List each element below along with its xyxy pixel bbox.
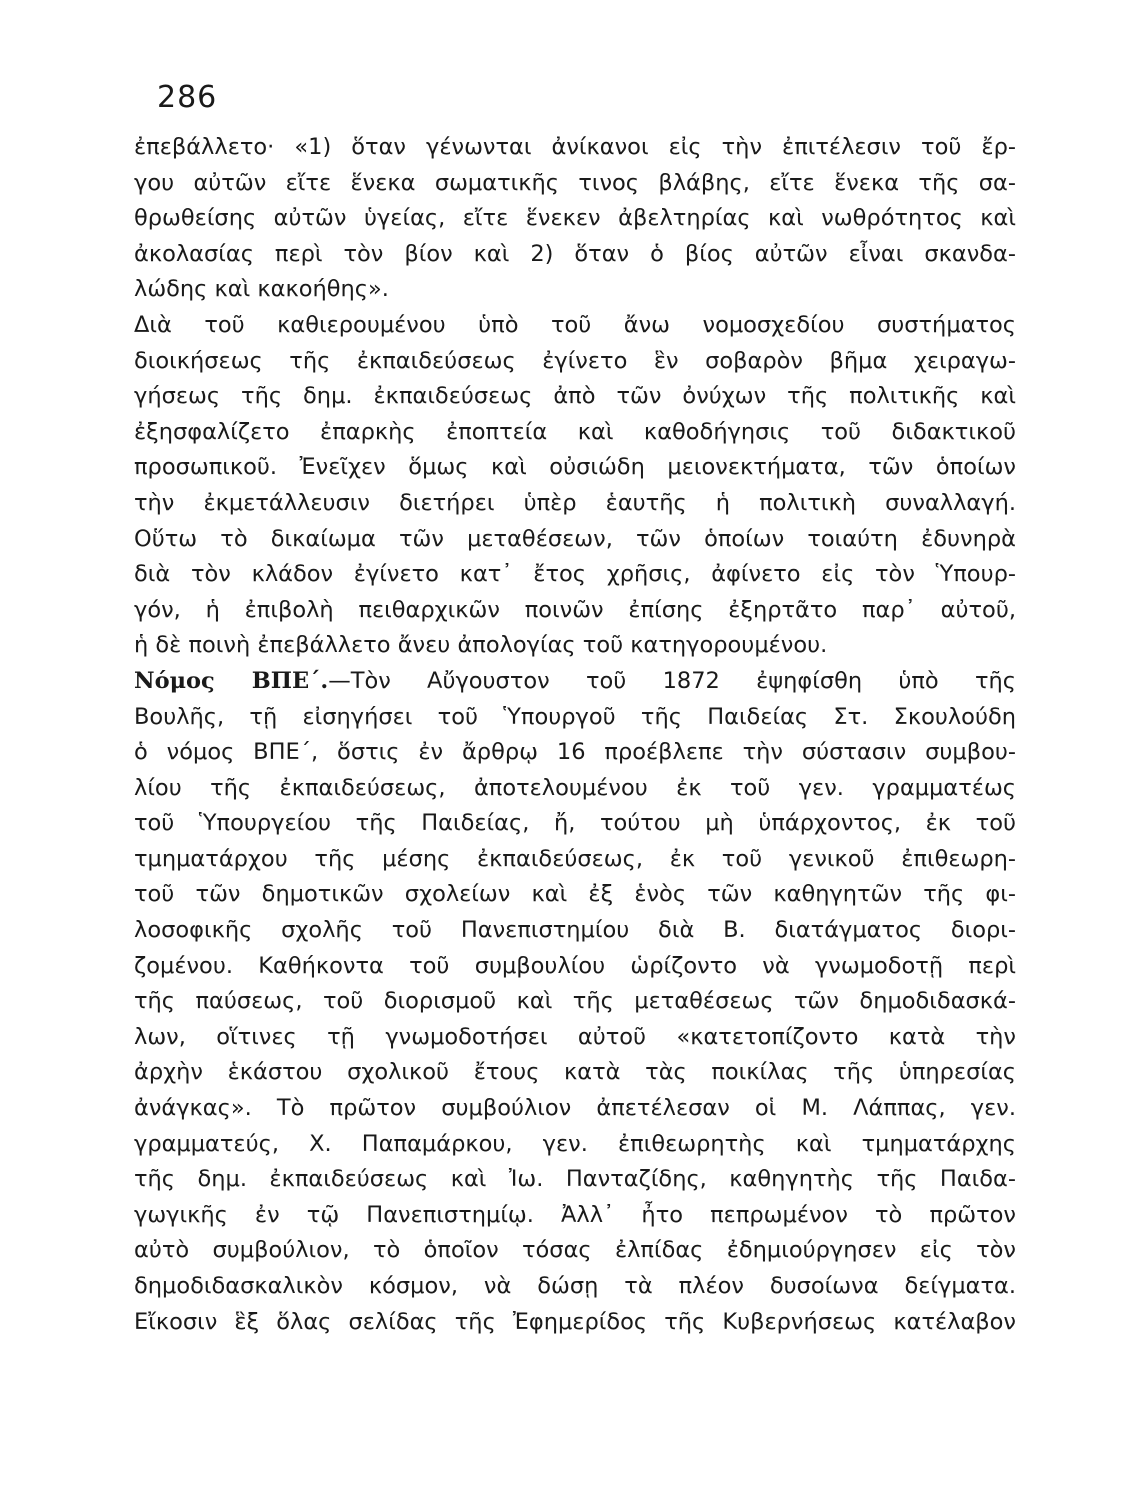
text-line [134,201,1016,237]
line-text: τοῦ τῶν δημοτικῶν σχολείων καὶ ἐξ ἑνὸς τῶν καθηγητῶν τῆς φι- [134,881,1016,908]
text-line [134,1162,1016,1198]
text-line [134,984,1016,1020]
text-line [134,379,1016,415]
text-line [134,842,1016,878]
text-line [134,130,1016,166]
text-line [134,522,1016,558]
text-line [134,1233,1016,1269]
text-line [134,913,1016,949]
line-text: λίου τῆς ἐκπαιδεύσεως, ἀποτελουμένου ἐκ τοῦ γεν. γραμματέως [134,774,1016,801]
line-text: Βουλῆς, τῇ εἰσηγήσει τοῦ Ὑπουργοῦ τῆς Παιδείας Στ. Σκουλούδη [134,703,1016,730]
line-text: ἀρχὴν ἑκάστου σχολικοῦ ἔτους κατὰ τὰς ποικίλας τῆς ὑπηρεσίας [134,1059,1016,1086]
line-text: γόν, ἡ ἐπιβολὴ πειθαρχικῶν ποινῶν ἐπίσης ἐξηρτᾶτο παρ᾿ αὐτοῦ, [134,596,1016,623]
text-line [134,628,1016,664]
text-line [134,664,1016,700]
text-line [134,1020,1016,1056]
line-text: ὁ νόμος ΒΠΕ΄, ὅστις ἐν ἄρθρῳ 16 προέβλεπε τὴν σύστασιν συμβου- [134,739,1016,766]
text-line [134,308,1016,344]
text-line [134,486,1016,522]
line-text: αὐτὸ συμβούλιον, τὸ ὁποῖον τόσας ἐλπίδας ἐδημιούργησεν εἰς τὸν [134,1237,1016,1264]
line-text: διοικήσεως τῆς ἐκπαιδεύσεως ἐγίνετο ἓν σοβαρὸν βῆμα χειραγω- [134,347,1016,374]
line-text: λώδης καὶ κακοήθης». [134,276,389,303]
line-text: ἐπεβάλλετο· «1) ὅταν γένωνται ἀνίκανοι εἰς τὴν ἐπιτέλεσιν τοῦ ἔρ- [134,134,1016,160]
text-line [134,237,1016,273]
text-line [134,949,1016,985]
line-text: θρωθείσης αὐτῶν ὑγείας, εἴτε ἕνεκεν ἀβελτηρίας καὶ νωθρότητος καὶ [134,205,1016,232]
line-text: ἀνάγκας». Τὸ πρῶτον συμβούλιον ἀπετέλεσαν οἱ Μ. Λάππας, γεν. [134,1095,1016,1122]
text-line [134,735,1016,771]
line-text: προσωπικοῦ. Ἐνεῖχεν ὅμως καὶ οὐσιώδη μειονεκτήματα, τῶν ὁποίων [134,454,1016,481]
line-text: Οὕτω τὸ δικαίωμα τῶν μεταθέσεων, τῶν ὁποίων τοιαύτη ἐδυνηρὰ [134,525,1016,552]
line-text: Εἴκοσιν ἓξ ὅλας σελίδας τῆς Ἐφημερίδος τῆς Κυβερνήσεως κατέλαβον [134,1308,1016,1335]
text-line [134,1055,1016,1091]
text-line [134,344,1016,380]
line-text: ἐξησφαλίζετο ἐπαρκὴς ἐποπτεία καὶ καθοδήγησις τοῦ διδακτικοῦ [134,418,1016,445]
text-line [134,771,1016,807]
text-line [134,1305,1016,1341]
line-text: διὰ τὸν κλάδον ἐγίνετο κατ᾿ ἔτος χρῆσις, ἀφίνετο εἰς τὸν Ὑπουρ- [134,561,1016,588]
page-number: 286 [157,80,218,115]
text-line [134,1091,1016,1127]
text-line [134,557,1016,593]
line-text: ἀκολασίας περὶ τὸν βίον καὶ 2) ὅταν ὁ βίος αὐτῶν εἶναι σκανδα- [134,240,1016,267]
line-text: ἡ δὲ ποινὴ ἐπεβάλλετο ἄνευ ἀπολογίας τοῦ κατηγορουμένου. [134,632,828,659]
line-text: τὴν ἐκμετάλλευσιν διετήρει ὑπὲρ ἑαυτῆς ἡ πολιτικὴ συναλλαγή. [134,489,1016,516]
line-text: τμηματάρχου τῆς μέσης ἐκπαιδεύσεως, ἐκ τοῦ γενικοῦ ἐπιθεωρη- [134,845,1016,872]
text-line [134,415,1016,451]
line-text: —Τὸν Αὔγουστον τοῦ 1872 ἐψηφίσθη ὑπὸ τῆς [328,667,1016,694]
text-line [134,166,1016,202]
line-text: τῆς παύσεως, τοῦ διορισμοῦ καὶ τῆς μεταθέσεως τῶν δημοδιδασκά- [134,988,1016,1015]
text-line [134,593,1016,629]
line-text: τοῦ Ὑπουργείου τῆς Παιδείας, ἤ, τούτου μὴ ὑπάρχοντος, ἐκ τοῦ [134,810,1016,837]
text-line [134,806,1016,842]
text-line [134,272,1016,308]
text-line [134,1198,1016,1234]
section-heading: Νόμος ΒΠΕ΄. [134,667,329,694]
line-text: Διὰ τοῦ καθιερουμένου ὑπὸ τοῦ ἄνω νομοσχεδίου συστήματος [134,311,1016,338]
text-line [134,450,1016,486]
text-line [134,877,1016,913]
line-text: λων, οἵτινες τῇ γνωμοδοτήσει αὐτοῦ «κατετοπίζοντο κατὰ τὴν [134,1023,1016,1050]
text-line [134,1127,1016,1163]
line-text: γωγικῆς ἐν τῷ Πανεπιστημίῳ. Ἀλλ᾿ ἦτο πεπρωμένον τὸ πρῶτον [134,1201,1016,1228]
line-text: λοσοφικῆς σχολῆς τοῦ Πανεπιστημίου διὰ Β. διατάγματος διορι- [134,917,1016,944]
line-text: γου αὐτῶν εἴτε ἕνεκα σωματικῆς τινος βλάβης, εἴτε ἕνεκα τῆς σα- [134,169,1016,196]
text-line [134,700,1016,736]
line-text: ζομένου. Καθήκοντα τοῦ συμβουλίου ὡρίζοντο νὰ γνωμοδοτῇ περὶ [134,952,1016,979]
body-text [134,130,1016,1340]
line-text: τῆς δημ. ἐκπαιδεύσεως καὶ Ἰω. Πανταζίδης, καθηγητὴς τῆς Παιδα- [134,1166,1016,1193]
text-line [134,1269,1016,1305]
line-text: γήσεως τῆς δημ. ἐκπαιδεύσεως ἀπὸ τῶν ὀνύχων τῆς πολιτικῆς καὶ [134,383,1016,410]
line-text: γραμματεύς, Χ. Παπαμάρκου, γεν. ἐπιθεωρητὴς καὶ τμηματάρχης [134,1130,1016,1157]
line-text: δημοδιδασκαλικὸν κόσμον, νὰ δώσῃ τὰ πλέον δυσοίωνα δείγματα. [134,1273,1016,1299]
